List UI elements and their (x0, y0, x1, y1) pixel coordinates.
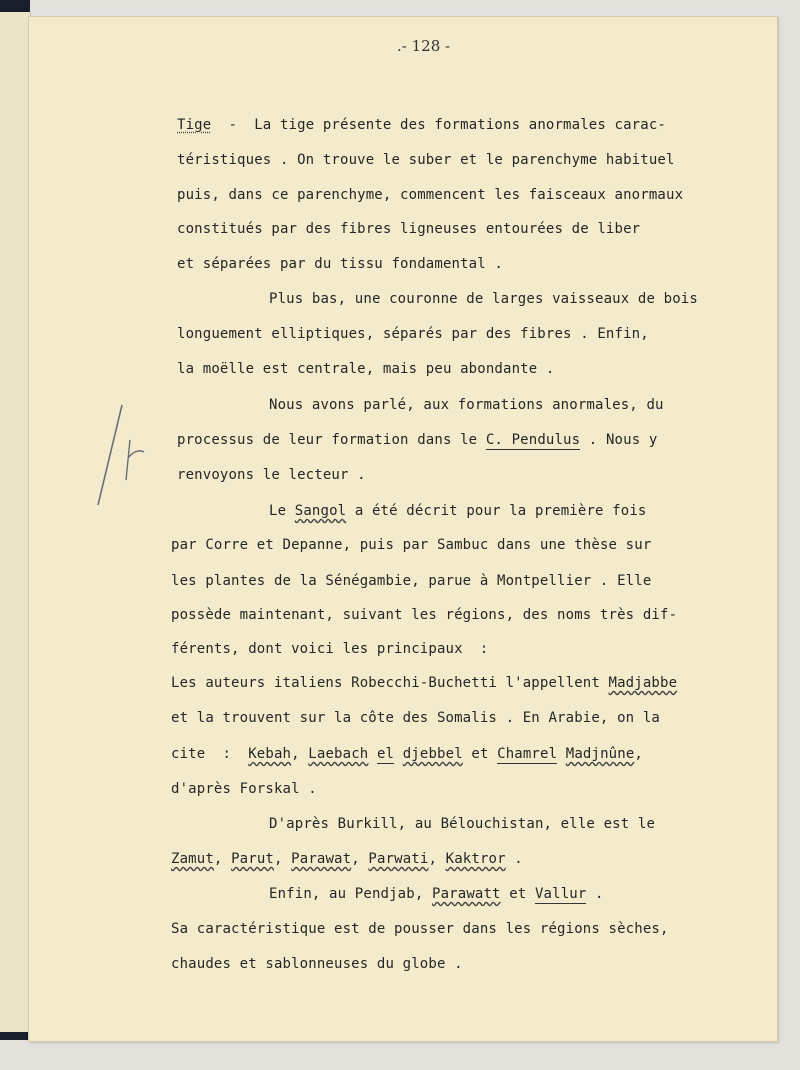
text-line (269, 291, 698, 307)
text-segment (368, 746, 377, 762)
text-segment: a été décrit pour la première fois (346, 503, 647, 519)
text-segment: . (505, 851, 523, 867)
underlined-word: Parawat (291, 851, 352, 867)
text-segment (557, 746, 566, 762)
text-segment: puis, dans ce parenchyme, commencent les faisceaux anormaux (177, 187, 684, 203)
text-segment: Sa caractéristique est de pousser dans les régions sèches, (171, 921, 669, 937)
text-line (269, 397, 664, 413)
text-line (171, 781, 317, 797)
underlined-word: djebbel (402, 746, 463, 762)
text-line (177, 326, 649, 342)
document-page (28, 16, 778, 1042)
text-line (171, 921, 669, 937)
text-segment: cite : (171, 746, 249, 762)
text-segment: . (586, 886, 604, 902)
text-line (177, 187, 683, 203)
underlined-word: Parwati (368, 851, 429, 867)
underlined-word: Tige (177, 117, 212, 133)
text-line (171, 573, 651, 589)
text-segment: , (273, 851, 292, 867)
underlined-word: Zamut (171, 851, 214, 867)
text-segment: Enfin, au Pendjab, (269, 886, 432, 902)
text-segment: et (462, 746, 498, 762)
text-line (177, 221, 640, 237)
text-segment: . Nous y (580, 432, 658, 448)
underlined-word: C. Pendulus (485, 432, 581, 448)
text-line (171, 710, 660, 726)
text-line (171, 537, 651, 553)
text-segment: - La tige présente des formations anormales carac- (211, 117, 666, 133)
text-segment: possède maintenant, suivant les régions, des noms très dif- (171, 607, 678, 623)
margin-pencil-mark (92, 400, 152, 510)
text-segment: , (351, 851, 369, 867)
text-segment (394, 746, 403, 762)
page-number: .- 128 - (397, 37, 451, 55)
underlined-word: el (376, 746, 395, 762)
text-line (171, 675, 677, 691)
text-line (269, 816, 655, 832)
text-segment: Nous avons parlé, aux formations anormales, du (269, 397, 664, 413)
underlined-word: Vallur (534, 886, 587, 902)
text-line (177, 152, 675, 168)
text-segment: Le (269, 503, 295, 519)
text-line (177, 256, 503, 272)
text-line (171, 746, 643, 762)
text-line (171, 851, 523, 867)
text-segment: la moëlle est centrale, mais peu abondante . (177, 361, 555, 377)
text-segment: D'après Burkill, au Bélouchistan, elle est le (269, 816, 656, 832)
text-segment: et la trouvent sur la côte des Somalis . En Arabie, on la (171, 710, 660, 726)
text-segment: férents, dont voici les principaux : (171, 641, 489, 657)
text-line (177, 467, 366, 483)
text-segment: Plus bas, une couronne de larges vaisseaux de bois (269, 291, 698, 307)
text-segment: et (500, 886, 535, 902)
text-segment: , (428, 851, 446, 867)
text-segment: téristiques . On trouve le suber et le parenchyme habituel (177, 152, 675, 168)
underlined-word: Chamrel (497, 746, 558, 762)
underlined-word: Parut (231, 851, 274, 867)
text-segment: , (634, 746, 643, 762)
text-segment: renvoyons le lecteur . (177, 467, 366, 483)
text-segment: chaudes et sablonneuses du globe . (171, 956, 463, 972)
text-segment: , (291, 746, 309, 762)
text-segment: par Corre et Depanne, puis par Sambuc dans une thèse sur (171, 537, 652, 553)
previous-page-edge (0, 12, 31, 1032)
text-line (171, 956, 463, 972)
text-line (269, 886, 604, 902)
text-segment: longuement elliptiques, séparés par des fibres . Enfin, (177, 326, 649, 342)
text-segment: , (213, 851, 232, 867)
text-line (177, 117, 666, 133)
text-segment: constitués par des fibres ligneuses entourées de liber (177, 221, 641, 237)
underlined-word: Madjnûne (565, 746, 635, 762)
text-line (177, 361, 554, 377)
underlined-word: Parawatt (432, 886, 501, 902)
text-line (171, 607, 677, 623)
text-segment: les plantes de la Sénégambie, parue à Montpellier . Elle (171, 573, 652, 589)
underlined-word: Kaktror (445, 851, 506, 867)
text-line (269, 503, 647, 519)
text-segment: et séparées par du tissu fondamental . (177, 256, 503, 272)
underlined-word: Laebach (308, 746, 369, 762)
text-line (171, 641, 488, 657)
underlined-word: Kebah (248, 746, 292, 762)
underlined-word: Madjabbe (608, 675, 678, 691)
underlined-word: Sangol (294, 503, 347, 519)
text-segment: processus de leur formation dans le (177, 432, 486, 448)
text-segment: Les auteurs italiens Robecchi-Buchetti l'appellent (171, 675, 609, 691)
text-line (177, 432, 657, 448)
text-segment: d'après Forskal . (171, 781, 317, 797)
